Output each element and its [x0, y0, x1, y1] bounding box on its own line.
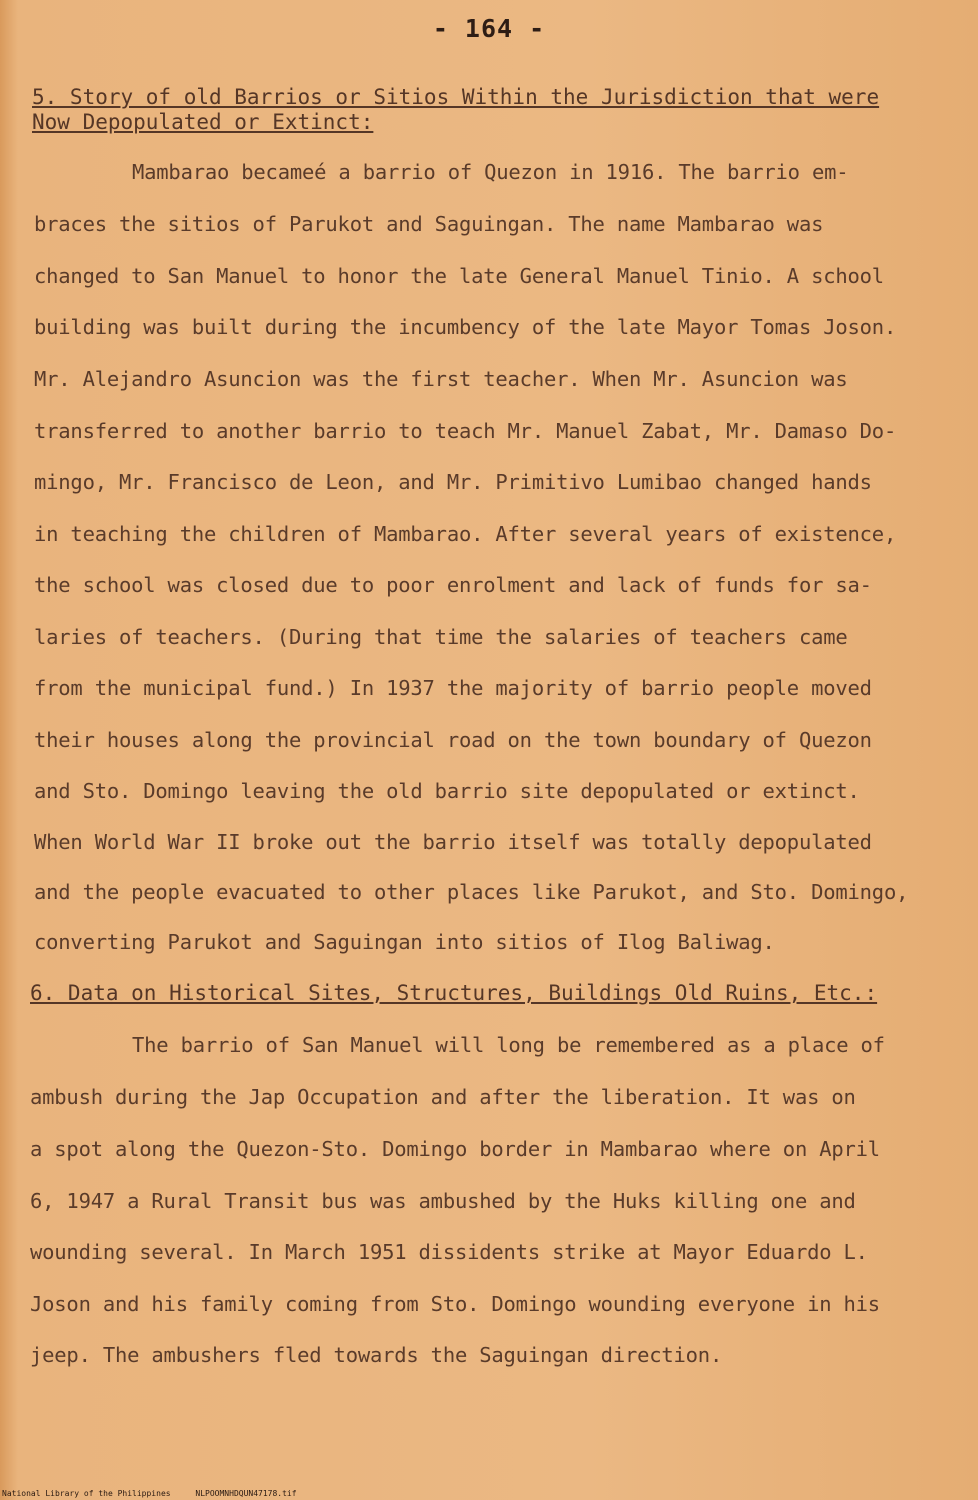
- text-line: a spot along the Quezon-Sto. Domingo border in Mambarao where on April: [30, 1137, 880, 1161]
- text-line: building was built during the incumbency of the late Mayor Tomas Joson.: [34, 315, 897, 339]
- text-line: jeep. The ambushers fled towards the Saguingan direction.: [30, 1343, 723, 1367]
- text-line: wounding several. In March 1951 dissidents strike at Mayor Eduardo L.: [30, 1240, 868, 1264]
- text-line: laries of teachers. (During that time the salaries of teachers came: [34, 625, 848, 649]
- section-6-heading: 6. Data on Historical Sites, Structures, Buildings Old Ruins, Etc.:: [30, 981, 878, 1005]
- text-line: their houses along the provincial road on the town boundary of Quezon: [34, 728, 872, 752]
- page-number: - 164 -: [432, 14, 546, 43]
- text-line: and the people evacuated to other places like Parukot, and Sto. Domingo,: [34, 880, 909, 904]
- text-line: transferred to another barrio to teach Mr. Manuel Zabat, Mr. Damaso Do-: [34, 419, 897, 443]
- scan-footer: [2, 1489, 317, 1498]
- text-line: 6, 1947 a Rural Transit bus was ambushed by the Huks killing one and: [30, 1189, 856, 1213]
- library-credit: National Library of the Philippines: [2, 1489, 171, 1498]
- text-line: converting Parukot and Saguingan into sitios of Ilog Baliwag.: [34, 930, 775, 954]
- section-5-heading: 5. Story of old Barrios or Sitios Within the Jurisdiction that were Now Depopulated or Extinct:: [32, 85, 880, 134]
- text-line: from the municipal fund.) In 1937 the majority of barrio people moved: [34, 676, 872, 700]
- file-name: NLPOOMNHDQUN47178.tif: [195, 1489, 297, 1498]
- text-line: the school was closed due to poor enrolment and lack of funds for sa-: [34, 573, 872, 597]
- text-line: in teaching the children of Mambarao. After several years of existence,: [34, 522, 897, 546]
- text-line: braces the sitios of Parukot and Saguingan. The name Mambarao was: [34, 212, 824, 236]
- text-line: Joson and his family coming from Sto. Domingo wounding everyone in his: [30, 1292, 880, 1316]
- text-line: Mr. Alejandro Asuncion was the first teacher. When Mr. Asuncion was: [34, 367, 848, 391]
- text-line: The barrio of San Manuel will long be remembered as a place of: [132, 1033, 885, 1057]
- text-line: mingo, Mr. Francisco de Leon, and Mr. Primitivo Lumibao changed hands: [34, 470, 872, 494]
- text-line: ambush during the Jap Occupation and after the liberation. It was on: [30, 1085, 856, 1109]
- text-line: When World War II broke out the barrio itself was totally depopulated: [34, 830, 872, 854]
- text-line: Mambarao becameé a barrio of Quezon in 1916. The barrio em-: [132, 160, 849, 184]
- text-line: changed to San Manuel to honor the late General Manuel Tinio. A school: [34, 264, 884, 288]
- text-line: and Sto. Domingo leaving the old barrio site depopulated or extinct.: [34, 779, 860, 803]
